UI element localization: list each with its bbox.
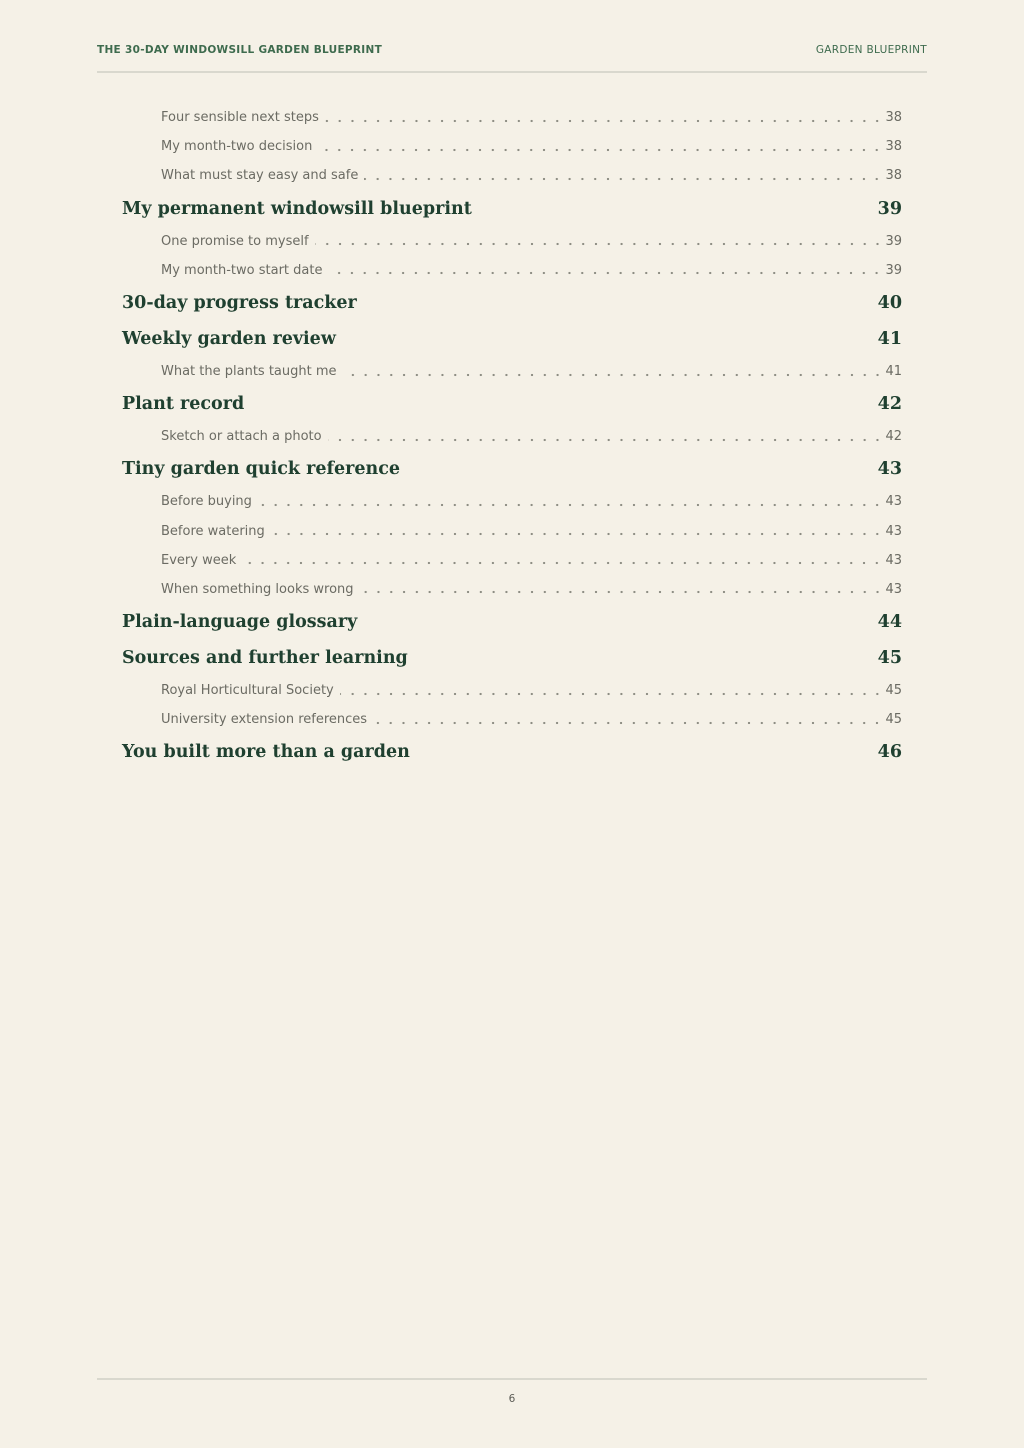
toc-chapter-label: Plant record — [122, 394, 245, 415]
dot-leader — [271, 528, 884, 540]
running-header — [97, 43, 927, 57]
toc-entry-label: My month-two start date — [161, 262, 323, 278]
toc-entry-page: 45 — [885, 712, 902, 728]
toc-chapter-label: 30-day progress tracker — [122, 292, 357, 313]
toc-chapter-label: Sources and further learning — [122, 648, 408, 669]
toc-subentry[interactable] — [122, 676, 902, 705]
toc-chapter[interactable] — [122, 285, 902, 321]
toc-chapter[interactable] — [122, 386, 902, 422]
toc-entry-page: 39 — [885, 262, 902, 278]
toc-entry-page: 41 — [885, 364, 902, 380]
table-of-contents — [122, 103, 902, 770]
toc-chapter-label: You built more than a garden — [122, 742, 410, 763]
toc-subentry[interactable] — [122, 103, 902, 132]
toc-entry-label: Four sensible next steps — [161, 110, 319, 126]
toc-entry-label: What the plants taught me — [161, 364, 337, 380]
toc-chapter-page: 44 — [877, 612, 902, 633]
toc-subentry[interactable] — [122, 256, 902, 285]
dot-leader — [328, 267, 883, 279]
dot-leader — [315, 238, 884, 250]
toc-chapter-label: Weekly garden review — [122, 328, 336, 349]
dot-leader — [258, 499, 884, 511]
toc-entry-page: 43 — [885, 581, 902, 597]
toc-chapter[interactable] — [122, 451, 902, 487]
toc-chapter-page: 41 — [877, 328, 902, 349]
header-rule — [97, 71, 927, 73]
toc-subentry[interactable] — [122, 132, 902, 161]
footer-rule — [97, 1378, 927, 1380]
toc-entry-label: When something looks wrong — [161, 581, 354, 597]
dot-leader — [318, 144, 883, 156]
dot-leader — [325, 115, 884, 127]
toc-chapter-label: My permanent windowsill blueprint — [122, 198, 472, 219]
toc-entry-label: Before buying — [161, 494, 252, 510]
toc-entry-label: University extension references — [161, 712, 368, 728]
dot-leader — [373, 717, 883, 729]
toc-entry-page: 43 — [885, 494, 902, 510]
dot-leader — [343, 369, 884, 381]
toc-entry-label: One promise to myself — [161, 233, 309, 249]
toc-entry-page: 45 — [885, 683, 902, 699]
dot-leader — [360, 586, 884, 598]
toc-chapter-page: 45 — [877, 648, 902, 669]
section-title: GARDEN BLUEPRINT — [815, 44, 927, 56]
toc-chapter-page: 39 — [877, 198, 902, 219]
toc-subentry[interactable] — [122, 357, 902, 386]
toc-entry-page: 38 — [885, 110, 902, 126]
toc-chapter-page: 40 — [877, 292, 902, 313]
toc-chapter-page: 43 — [877, 459, 902, 480]
toc-entry-label: Every week — [161, 552, 237, 568]
toc-entry-page: 42 — [885, 429, 902, 445]
dot-leader — [242, 557, 883, 569]
toc-subentry[interactable] — [122, 517, 902, 546]
toc-subentry[interactable] — [122, 546, 902, 575]
book-title: THE 30-DAY WINDOWSILL GARDEN BLUEPRINT — [97, 44, 383, 56]
toc-chapter-page: 46 — [877, 742, 902, 763]
toc-entry-label: Before watering — [161, 523, 265, 539]
dot-leader — [340, 688, 884, 700]
toc-chapter-label: Plain-language glossary — [122, 612, 358, 633]
toc-subentry[interactable] — [122, 227, 902, 256]
toc-chapter-label: Tiny garden quick reference — [122, 459, 401, 480]
toc-chapter[interactable] — [122, 321, 902, 357]
toc-chapter[interactable] — [122, 604, 902, 640]
toc-entry-label: Sketch or attach a photo — [161, 429, 322, 445]
toc-chapter-page: 42 — [877, 394, 902, 415]
toc-subentry[interactable] — [122, 705, 902, 734]
toc-chapter[interactable] — [122, 734, 902, 770]
toc-entry-label: My month-two decision — [161, 139, 313, 155]
toc-entry-label: Royal Horticultural Society — [161, 683, 334, 699]
toc-chapter[interactable] — [122, 640, 902, 676]
page-number: 6 — [508, 1393, 516, 1405]
toc-entry-page: 39 — [885, 233, 902, 249]
dot-leader — [364, 173, 883, 185]
toc-subentry[interactable] — [122, 575, 902, 604]
toc-entry-page: 43 — [885, 552, 902, 568]
toc-entry-page: 38 — [885, 168, 902, 184]
toc-subentry[interactable] — [122, 422, 902, 451]
toc-subentry[interactable] — [122, 487, 902, 516]
toc-entry-page: 43 — [885, 523, 902, 539]
dot-leader — [328, 434, 884, 446]
toc-entry-page: 38 — [885, 139, 902, 155]
toc-entry-label: What must stay easy and safe — [161, 168, 359, 184]
toc-chapter[interactable] — [122, 191, 902, 227]
toc-subentry[interactable] — [122, 161, 902, 190]
